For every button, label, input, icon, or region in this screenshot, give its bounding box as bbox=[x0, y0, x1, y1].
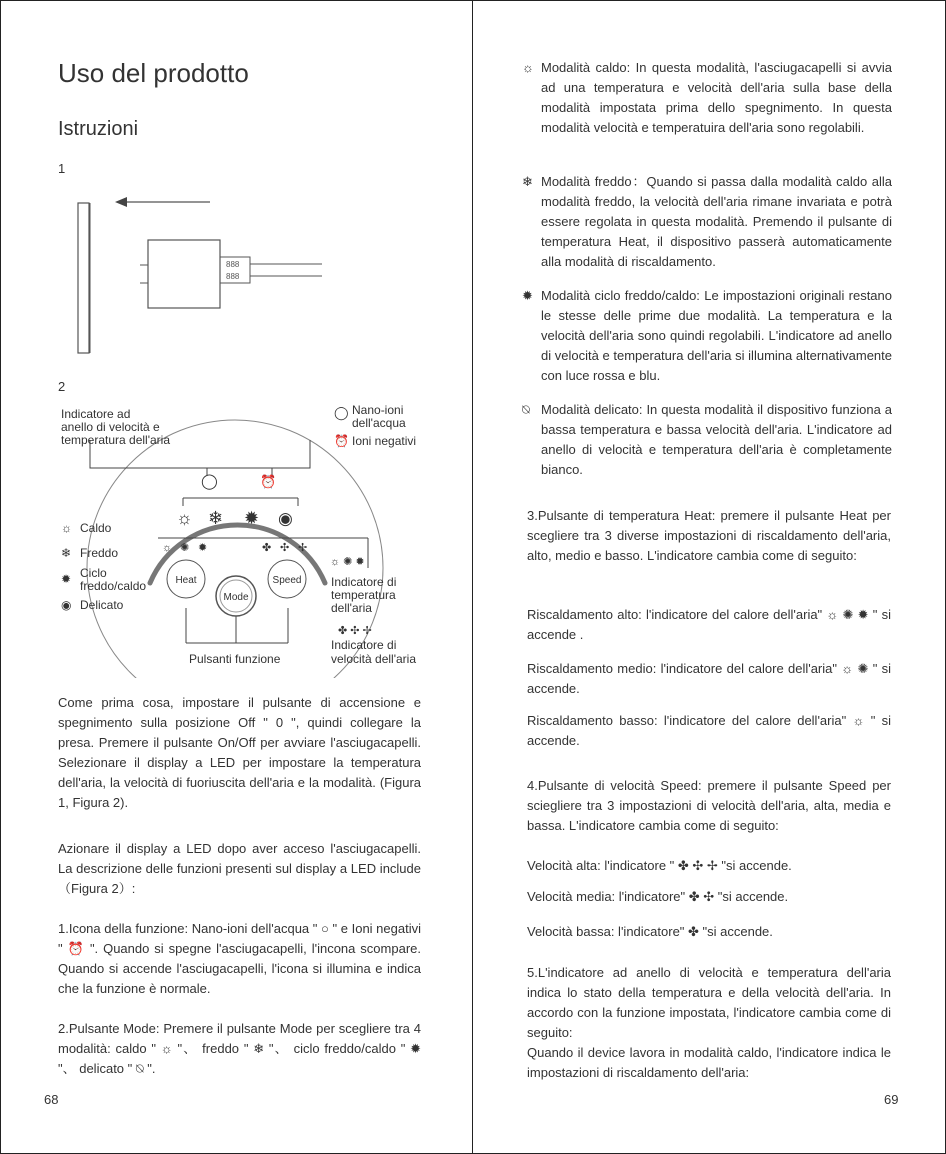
bullet-text: Modalità delicato: In questa modalità il dispositivo funziona a bassa temperatura e bassa velocità dell'aria. L'indicatore ad anello di velocità e temperatura dell'aria è completamente bianco. bbox=[541, 402, 892, 477]
svg-text:◉: ◉ bbox=[61, 598, 72, 612]
paragraph-intro: Come prima cosa, impostare il pulsante di accensione e spegnimento sulla posizione Off " 0 ", quindi collegare la presa. Premere il pulsante On/Off per avviare l'asciugacapelli. Selezionare il display a LED per impostare la temperatura dell'aria, la velocità di fuoriuscita dell'aria e la modalità. (Figura 1, Figura 2). bbox=[58, 695, 421, 810]
legend-caldo: Caldo bbox=[80, 521, 112, 535]
bullet-text: Modalità ciclo freddo/caldo: Le impostazioni originali restano le stesse delle prime due modalità. La temperatura e la velocità dell'aria sono quindi regolabili. L'indicatore ad anello di velocità e temperatura dell'aria si illumina alternativamente con luce rossa e blu. bbox=[541, 288, 892, 383]
speed-button-label: Speed bbox=[272, 575, 302, 586]
bullet-mode-freddo bbox=[522, 172, 892, 272]
heat-medium: Riscaldamento medio: l'indicatore del calore dell'aria" ☼ ✺ " si accende. bbox=[527, 661, 891, 696]
paragraph-led: Azionare il display a LED dopo aver acceso l'asciugacapelli. La descrizione delle funzioni presenti sul display a LED include（Figura 2）: bbox=[58, 841, 421, 896]
svg-text:✤: ✤ bbox=[262, 542, 272, 554]
sun-icon: ☼ bbox=[522, 60, 534, 75]
bullet-text: Modalità freddo：Quando si passa dalla modalità caldo alla modalità freddo, la velocità dell'aria rimane invariata e potrà essere regolata in questa modalità. Premendo il pulsante di temperatura Heat, il dispositivo passerà automaticamente alla modalità di riscaldamento. bbox=[541, 174, 892, 269]
cycle-sun-icon: ✹ bbox=[244, 508, 260, 528]
paragraph-caldo-indicator: Quando il device lavora in modalità caldo, l'indicatore indica le impostazioni di riscaldamento dell'aria: bbox=[527, 1045, 891, 1080]
speed-indicator-line-2: velocità dell'aria bbox=[331, 652, 417, 666]
snowflake-icon: ❄ bbox=[208, 508, 224, 528]
svg-text:❄: ❄ bbox=[61, 546, 72, 560]
figure-1-label: 1 bbox=[58, 161, 66, 176]
water-drop-legend-icon: ◯ bbox=[334, 405, 349, 420]
cycle-sun-icon: ✹ bbox=[522, 288, 533, 303]
heat-high: Riscaldamento alto: l'indicatore del calore dell'aria" ☼ ✺ ✹ " si accende . bbox=[527, 607, 891, 642]
leaf-icon: ⍉ bbox=[522, 402, 530, 417]
bullet-mode-ciclo bbox=[522, 286, 892, 386]
page-number-left: 68 bbox=[44, 1092, 59, 1107]
svg-text:✹: ✹ bbox=[198, 542, 208, 554]
svg-text:888: 888 bbox=[226, 272, 240, 281]
neg-ion-label: Ioni negativi bbox=[352, 434, 417, 448]
bullet-mode-caldo bbox=[522, 58, 892, 138]
temp-indicator-line-3: dell'aria bbox=[331, 601, 372, 615]
svg-text:☼: ☼ bbox=[61, 521, 72, 535]
mode-button-label: Mode bbox=[223, 592, 249, 603]
speed-indicator-line-1: Indicatore di bbox=[331, 638, 397, 652]
paragraph-speed-button: 4.Pulsante di velocità Speed: premere il pulsante Speed per sciegliere tra 3 impostazioni di velocità dell'aria, alta, media e bassa. L'indicatore cambia come di seguito: bbox=[527, 778, 891, 833]
svg-text:☼ ✺ ✹: ☼ ✺ ✹ bbox=[330, 556, 365, 568]
svg-text:✣: ✣ bbox=[280, 542, 290, 554]
temp-indicator-line-1: Indicatore di bbox=[331, 575, 397, 589]
figure-2-label: 2 bbox=[58, 379, 66, 394]
page-title: Uso del prodotto bbox=[58, 58, 249, 88]
alarm-clock-icon: ⏰ bbox=[260, 474, 277, 489]
paragraph-mode-button: 2.Pulsante Mode: Premere il pulsante Mode per scegliere tra 4 modalità: caldo " ☼ "、 freddo " ❄ "、 ciclo freddo/caldo " ✹ "、 delicato " ⍉ ". bbox=[58, 1021, 421, 1076]
figure-1-plug-diagram bbox=[60, 185, 340, 365]
ring-label-line-2: anello di velocità e bbox=[61, 420, 160, 434]
sun-icon: ☼ bbox=[176, 508, 193, 528]
svg-text:☼: ☼ bbox=[162, 542, 173, 554]
nano-label-line-1: Nano-ioni bbox=[352, 403, 404, 417]
svg-text:888: 888 bbox=[226, 260, 240, 269]
speed-medium: Velocità media: l'indicatore" ✤ ✣ "si accende. bbox=[527, 889, 789, 904]
svg-text:✢: ✢ bbox=[298, 542, 308, 554]
bullet-text: Modalità caldo: In questa modalità, l'asciugacapelli si avvia ad una temperatura e velocità dell'aria sulla base della modalità impostata prima dello spegnimento. In questa modalità velocità e temperatuira dell'aria sono regolabili. bbox=[541, 60, 892, 135]
heat-low: Riscaldamento basso: l'indicatore del calore dell'aria" ☼ " si accende. bbox=[527, 713, 891, 748]
water-drop-icon: ◯ bbox=[201, 473, 218, 490]
func-buttons-label: Pulsanti funzione bbox=[189, 652, 281, 666]
page-divider bbox=[472, 0, 473, 1154]
svg-text:✺: ✺ bbox=[180, 542, 190, 554]
figure-2-control-panel-diagram bbox=[58, 398, 428, 678]
paragraph-ring-indicator: 5.L'indicatore ad anello di velocità e temperatura dell'aria indica lo stato della temperatura e della velocità dell'aria. In accordo con la funzione impostata, l'indicatore cambia come di seguito: bbox=[527, 965, 891, 1040]
page-number-right: 69 bbox=[884, 1092, 899, 1107]
snowflake-icon: ❄ bbox=[522, 174, 533, 189]
ring-label-line-1: Indicatore ad bbox=[61, 407, 131, 421]
paragraph-heat-button: 3.Pulsante di temperatura Heat: premere il pulsante Heat per scegliere tra 3 diverse impostazioni di riscaldamento dell'aria, alto, medio e basso. L'indicatore cambia come di seguito: bbox=[527, 508, 891, 563]
leaf-icon: ◉ bbox=[278, 509, 293, 528]
temp-indicator-line-2: temperatura bbox=[331, 588, 396, 602]
legend-ciclo-line-1: Ciclo bbox=[80, 566, 107, 580]
ring-label-line-3: temperatura dell'aria bbox=[61, 433, 171, 447]
bullet-mode-delicato bbox=[522, 400, 892, 480]
speed-high: Velocità alta: l'indicatore " ✤ ✣ ✢ "si accende. bbox=[527, 858, 792, 873]
speed-low: Velocità bassa: l'indicatore" ✤ "si accende. bbox=[527, 924, 773, 939]
nano-label-line-2: dell'acqua bbox=[352, 416, 406, 430]
legend-ciclo-line-2: freddo/caldo bbox=[80, 579, 147, 593]
svg-text:✹: ✹ bbox=[61, 572, 72, 586]
legend-freddo: Freddo bbox=[80, 546, 119, 560]
alarm-legend-icon: ⏰ bbox=[334, 434, 349, 448]
section-subtitle: Istruzioni bbox=[58, 118, 139, 140]
paragraph-icon-function: 1.Icona della funzione: Nano-ioni dell'acqua " ○ " e Ioni negativi " ⏰ ". Quando si spegne l'asciugacapelli, l'incona scompare. Quando si accende l'asciugacapelli, l'icona si illumina e indica che la funzione è normale. bbox=[58, 921, 421, 996]
heat-button-label: Heat bbox=[175, 575, 197, 586]
svg-text:✤ ✣ ✢: ✤ ✣ ✢ bbox=[338, 625, 372, 637]
legend-delicato: Delicato bbox=[80, 598, 124, 612]
